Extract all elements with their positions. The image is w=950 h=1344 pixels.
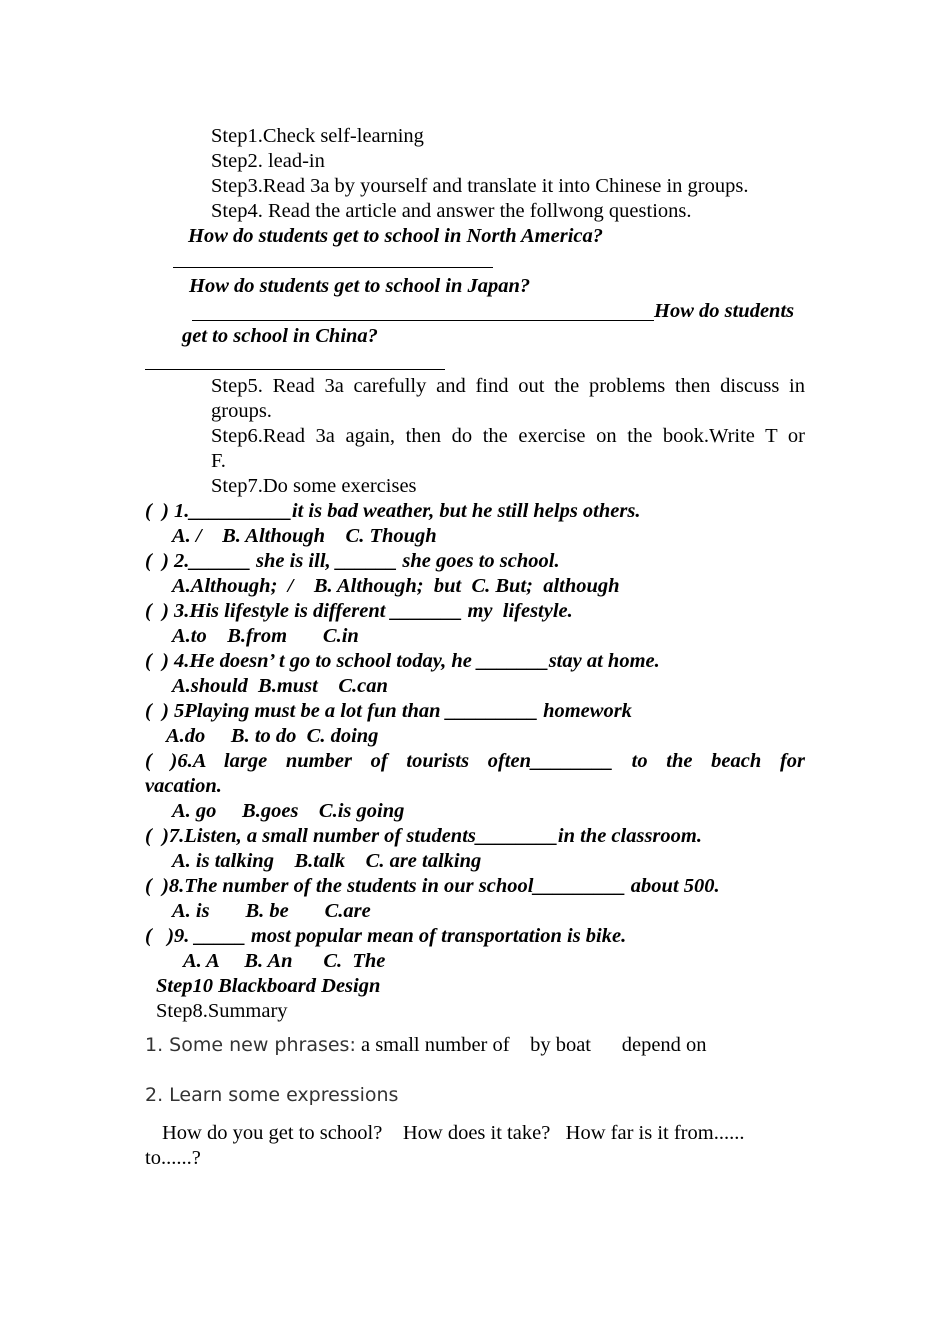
exercise-7-question: ( )7.Listen, a small number of students________in the classroom. (145, 825, 702, 847)
summary-heading-phrases: 1. Some new phrases (145, 1034, 350, 1056)
exercise-5-question: ( ) 5Playing must be a lot fun than _________ homework (145, 700, 632, 722)
exercise-8-options: A. is B. be C.are (172, 900, 371, 922)
exercise-4-options: A.should B.must C.can (172, 675, 388, 697)
summary-phrases: a small number of by boat depend on (360, 1034, 707, 1056)
exercise-7-options: A. is talking B.talk C. are talking (172, 850, 482, 872)
answer-line-north-america (173, 267, 493, 268)
step5-line1: Step5. Read 3a carefully and find out the problems then discuss in (211, 375, 805, 397)
step6-line1: Step6.Read 3a again, then do the exercise on the book.Write T or (211, 425, 805, 447)
exercise-6-question-line2: vacation. (145, 775, 222, 797)
exercise-2-question: ( ) 2.______ she is ill, ______ she goes to school. (145, 550, 560, 572)
exercise-9-options: A. A B. An C. The (183, 950, 386, 972)
step1: Step1.Check self-learning (211, 125, 424, 147)
step2: Step2. lead-in (211, 150, 325, 172)
exercise-1-options: A. / B. Although C. Though (172, 525, 437, 547)
answer-line-china (145, 369, 445, 370)
answer-line-japan (192, 320, 654, 321)
question-north-america: How do students get to school in North America? (188, 225, 603, 247)
exercise-4-question: ( ) 4.He doesn’ t go to school today, he _______stay at home. (145, 650, 660, 672)
step6-line2: F. (211, 450, 226, 472)
summary-expressions-line2: to......? (145, 1147, 201, 1169)
step5-line2: groups. (211, 400, 272, 422)
question-china-part2: get to school in China? (182, 325, 378, 347)
exercise-2-options: A.Although; / B. Although; but C. But; although (172, 575, 620, 597)
step7: Step7.Do some exercises (211, 475, 417, 497)
exercise-1-question: ( ) 1.__________it is bad weather, but he still helps others. (145, 500, 641, 522)
question-japan: How do students get to school in Japan? (189, 275, 531, 297)
exercise-3-question: ( ) 3.His lifestyle is different _______ my lifestyle. (145, 600, 573, 622)
exercise-6-question-line1: ( )6.A large number of tourists often________ to the beach for (145, 750, 805, 772)
summary-heading-phrases-colon: : (349, 1034, 356, 1056)
question-china-part1: How do students (654, 300, 795, 322)
step10-heading: Step10 Blackboard Design (156, 975, 381, 997)
summary-heading-expressions: 2. Learn some expressions (145, 1084, 399, 1106)
summary-expressions-line1: How do you get to school? How does it take? How far is it from...... (162, 1122, 745, 1144)
exercise-5-options: A.do B. to do C. doing (166, 725, 379, 747)
exercise-9-question: ( )9. _____ most popular mean of transportation is bike. (145, 925, 627, 947)
exercise-6-options: A. go B.goes C.is going (172, 800, 405, 822)
step4: Step4. Read the article and answer the follwong questions. (211, 200, 692, 222)
summary-phrases-line (145, 1033, 707, 1058)
exercise-3-options: A.to B.from C.in (172, 625, 359, 647)
step3: Step3.Read 3a by yourself and translate it into Chinese in groups. (211, 175, 749, 197)
exercise-8-question: ( )8.The number of the students in our school_________ about 500. (145, 875, 720, 897)
step8-heading: Step8.Summary (156, 1000, 288, 1022)
